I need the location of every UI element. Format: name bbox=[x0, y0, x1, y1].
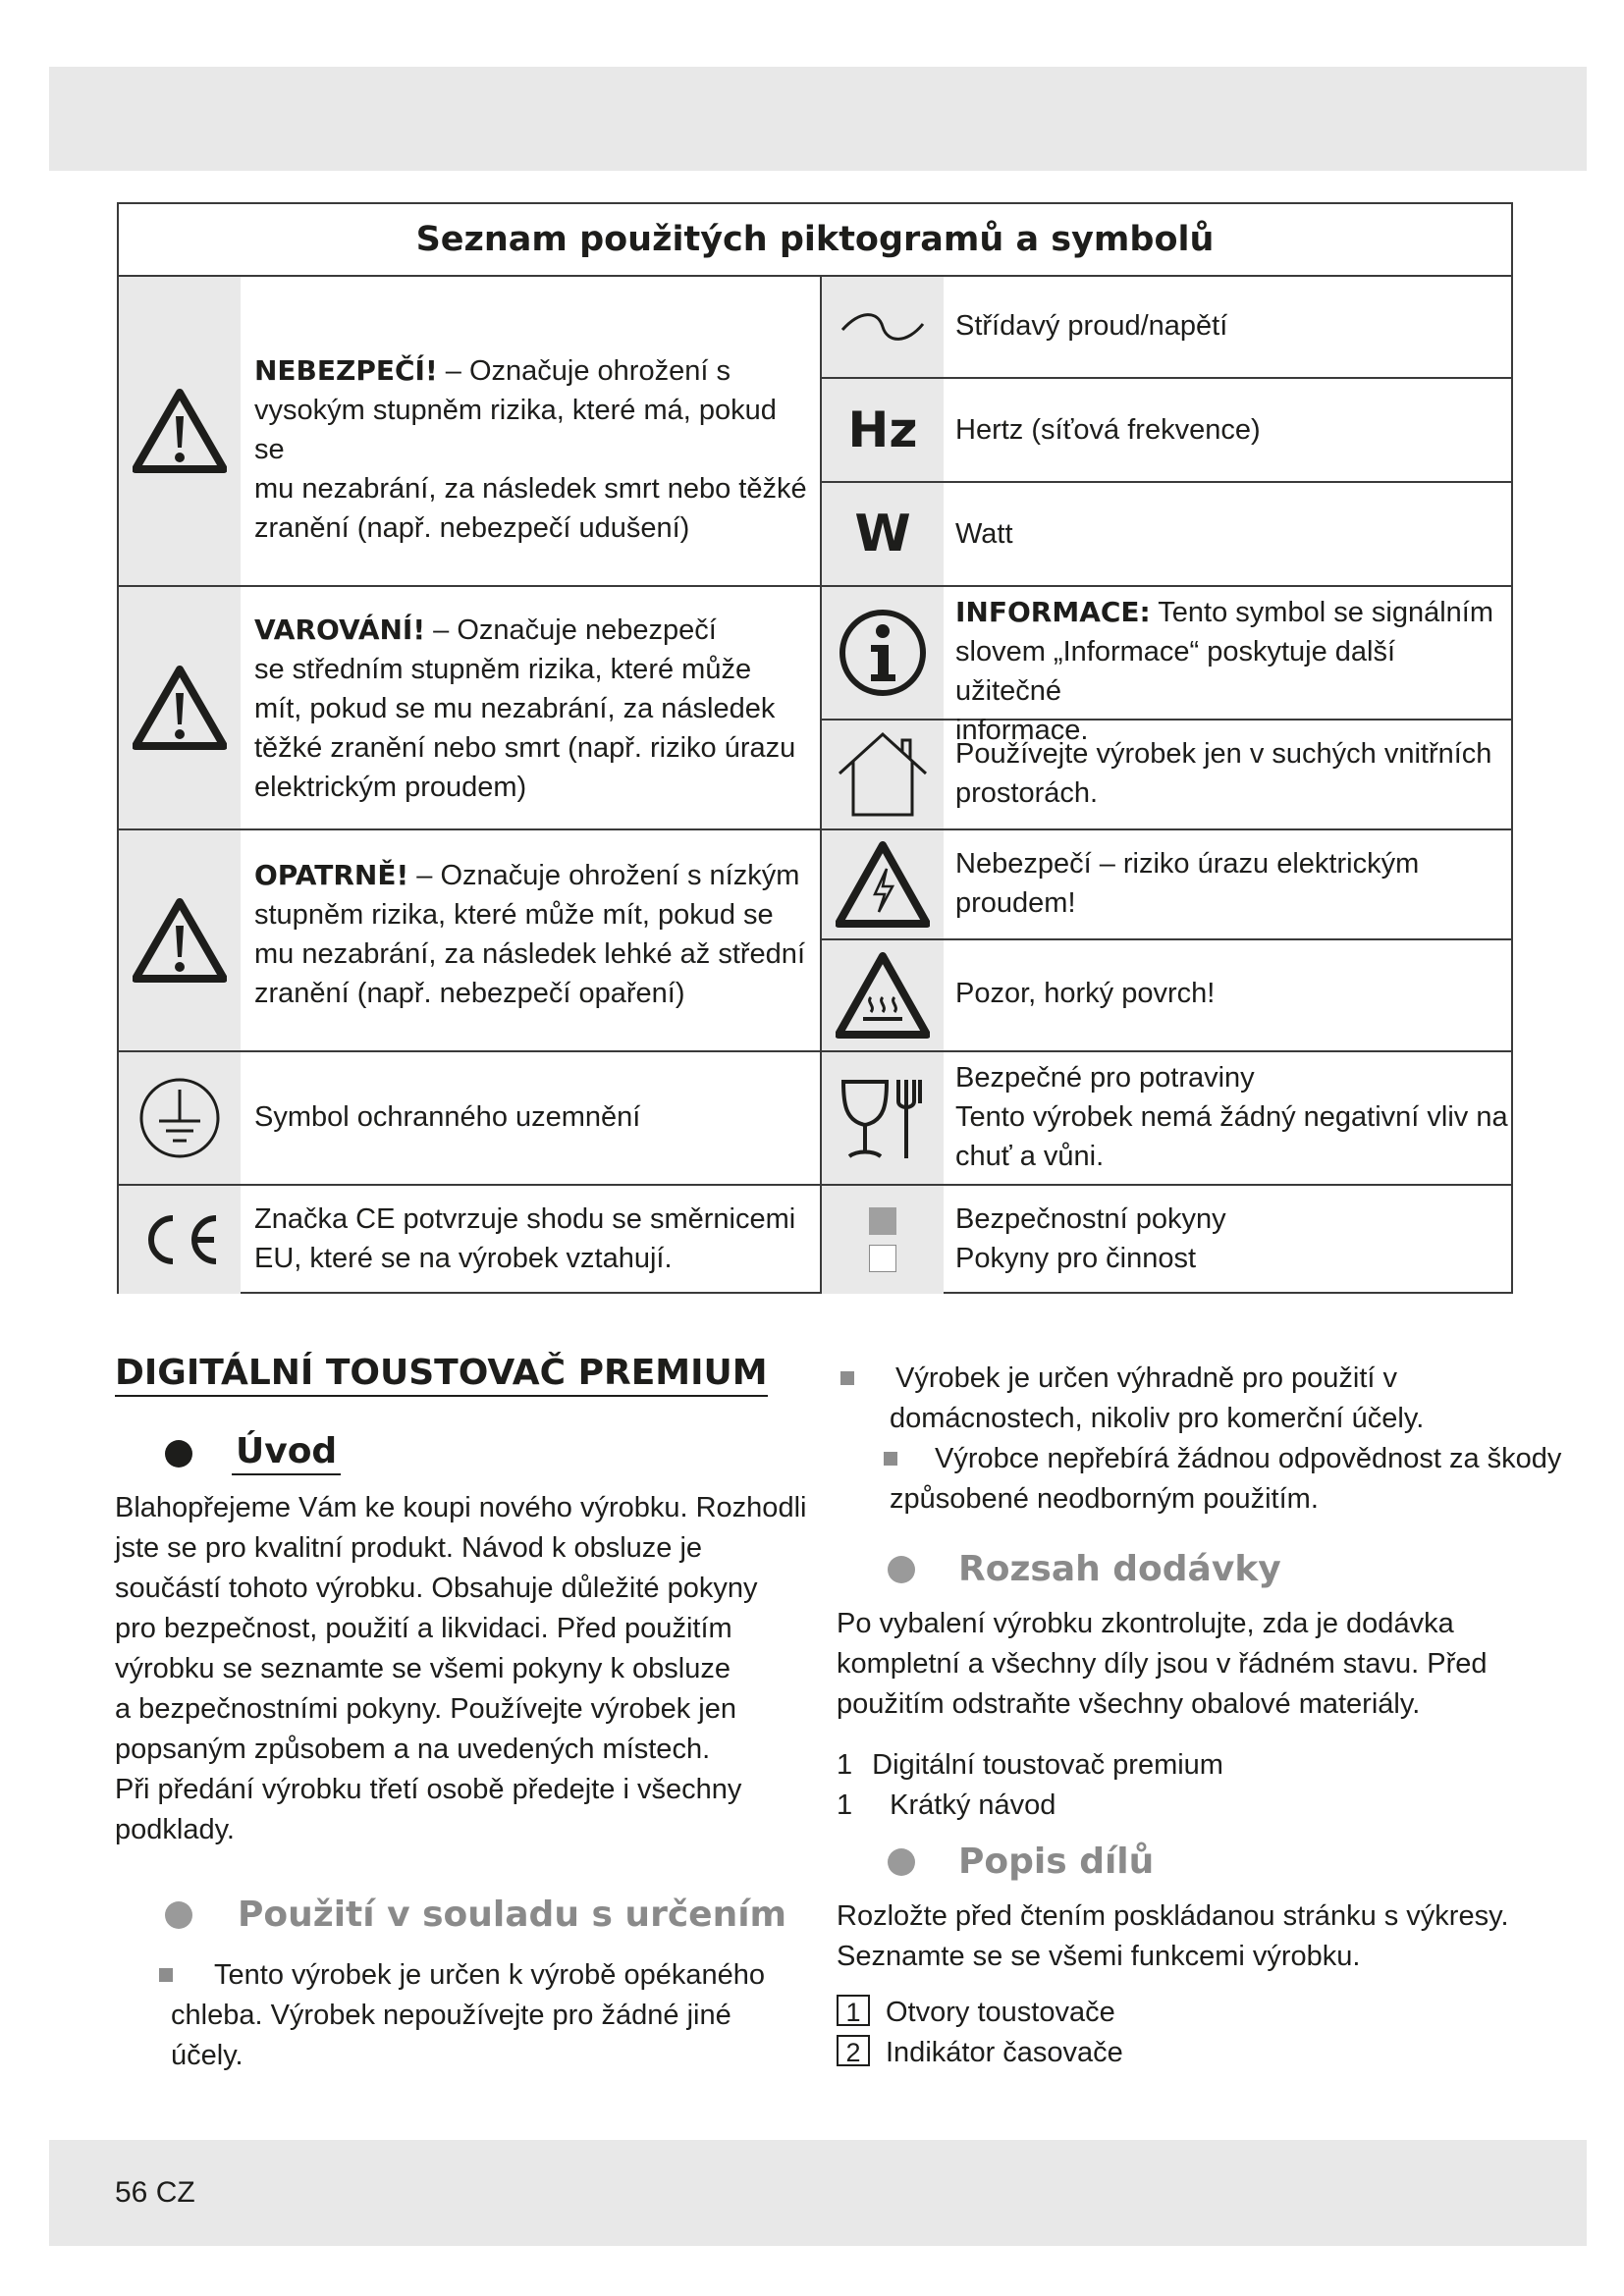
scope-list bbox=[837, 1745, 1583, 1826]
use-line: chleba. Výrobek nepoužívejte pro žádné jiné bbox=[171, 2000, 731, 2031]
food-line: Bezpečné pro potraviny bbox=[955, 1062, 1255, 1094]
warning-line: elektrickým proudem) bbox=[254, 772, 527, 803]
part-item bbox=[837, 2033, 1583, 2073]
part-number: 1 bbox=[837, 1995, 870, 2026]
electric-line: Nebezpečí – riziko úrazu elektrickým bbox=[955, 848, 1420, 880]
bullet-line bbox=[840, 1439, 1587, 1479]
bullet-dot-icon bbox=[888, 1556, 915, 1583]
scope-item bbox=[837, 1745, 1583, 1786]
hz-text: Hertz (síťová frekvence) bbox=[955, 414, 1261, 446]
ce-mark-icon bbox=[119, 1186, 241, 1294]
indoor-line: prostorách. bbox=[955, 777, 1099, 809]
intro-heading bbox=[165, 1431, 341, 1475]
scope-line: použitím odstraňte všechny obalové materiály. bbox=[837, 1688, 1421, 1720]
intro-line: podklady. bbox=[115, 1814, 235, 1845]
intro-line: Blahopřejeme Vám ke koupi nového výrobku. Rozhodli bbox=[115, 1492, 807, 1523]
warning-text bbox=[254, 611, 814, 807]
use-line: účely. bbox=[171, 2040, 244, 2071]
scope-heading bbox=[888, 1549, 1281, 1589]
scope-heading-text: Rozsah dodávky bbox=[958, 1549, 1281, 1589]
caution-line: stupněm rizika, které může mít, pokud se bbox=[254, 899, 774, 931]
scope-qty: 1 bbox=[837, 1789, 853, 1821]
parts-heading bbox=[888, 1842, 1154, 1882]
hertz-icon bbox=[822, 379, 944, 481]
danger-line: zranění (např. nebezpečí udušení) bbox=[254, 512, 690, 544]
food-text bbox=[955, 1058, 1509, 1176]
scope-qty: 1 bbox=[837, 1749, 853, 1781]
scope-line: Po vybalení výrobku zkontrolujte, zda je dodávka bbox=[837, 1608, 1454, 1639]
intro-line: a bezpečnostními pokyny. Používejte výrobek jen bbox=[115, 1693, 736, 1725]
electric-hazard-icon bbox=[822, 830, 944, 938]
info-line: informace. bbox=[955, 715, 1089, 746]
parts-list bbox=[837, 1993, 1583, 2073]
main-title: DIGITÁLNÍ TOUSTOVAČ PREMIUM bbox=[115, 1353, 768, 1397]
parts-line: Seznamte se se všemi funkcemi výrobku. bbox=[837, 1941, 1361, 1972]
notes-text bbox=[955, 1200, 1509, 1278]
parts-heading-text: Popis dílů bbox=[958, 1842, 1155, 1882]
use-line: Tento výrobek je určen k výrobě opékaného bbox=[214, 1959, 766, 1991]
header-band bbox=[49, 67, 1587, 171]
intro-line: Při předání výrobku třetí osobě předejte i všechny bbox=[115, 1774, 742, 1805]
ce-line: EU, které se na výrobek vztahují. bbox=[254, 1243, 673, 1274]
intro-line: jste se pro kvalitní produkt. Návod k obsluze je bbox=[115, 1532, 703, 1564]
scope-name: Krátký návod bbox=[890, 1789, 1056, 1821]
earth-text: Symbol ochranného uzemnění bbox=[254, 1101, 641, 1133]
square-bullet-icon bbox=[840, 1371, 854, 1385]
info-signal: INFORMACE: bbox=[955, 596, 1151, 628]
caution-line: mu nezabrání, za následek lehké až střední bbox=[254, 938, 805, 970]
warning-line: se středním stupněm rizika, které může bbox=[254, 654, 752, 685]
indoor-line: Používejte výrobek jen v suchých vnitřních bbox=[955, 738, 1492, 770]
hz-glyph: Hz bbox=[847, 401, 918, 458]
intro-line: popsaným způsobem a na uvedených místech. bbox=[115, 1734, 711, 1765]
use-heading-text: Použití v souladu s určením bbox=[238, 1895, 787, 1935]
bullet-text: Výrobek je určen výhradně pro použití v bbox=[895, 1362, 1397, 1394]
scope-paragraph bbox=[837, 1604, 1583, 1725]
page-number: 56 CZ bbox=[115, 2176, 195, 2209]
info-icon bbox=[822, 587, 944, 719]
note-squares bbox=[822, 1186, 944, 1294]
electric-line: proudem! bbox=[955, 887, 1076, 919]
danger-line: vysokým stupněm rizika, které má, pokud se bbox=[254, 395, 777, 465]
bullet-text: Výrobce nepřebírá žádnou odpovědnost za škody bbox=[935, 1443, 1562, 1474]
warning-icon bbox=[119, 587, 241, 828]
intro-line: součástí tohoto výrobku. Obsahuje důležité pokyny bbox=[115, 1573, 758, 1604]
danger-text bbox=[254, 351, 814, 548]
danger-icon bbox=[119, 277, 241, 585]
danger-line: mu nezabrání, za následek smrt nebo těžké bbox=[254, 473, 807, 505]
part-number: 2 bbox=[837, 2035, 870, 2066]
warning-line: – Označuje nebezpečí bbox=[425, 614, 717, 646]
warning-line: těžké zranění nebo smrt (např. riziko úrazu bbox=[254, 732, 796, 764]
scope-item bbox=[837, 1786, 1583, 1826]
watt-text: Watt bbox=[955, 518, 1013, 550]
use-bullet-line bbox=[157, 1955, 825, 1996]
info-text bbox=[955, 593, 1509, 750]
safety-note-label: Bezpečnostní pokyny bbox=[955, 1203, 1226, 1235]
ce-text bbox=[254, 1200, 814, 1278]
food-line: chuť a vůni. bbox=[955, 1141, 1105, 1172]
info-line: slovem „Informace“ poskytuje další užitečné bbox=[955, 636, 1396, 707]
earth-ground-icon bbox=[119, 1052, 241, 1184]
bullet-dot-icon bbox=[165, 1440, 192, 1468]
parts-line: Rozložte před čtením poskládanou stránku s výkresy. bbox=[837, 1900, 1509, 1932]
caution-line: – Označuje ohrožení s nízkým bbox=[408, 860, 800, 891]
bullet-line bbox=[840, 1359, 1587, 1399]
food-line: Tento výrobek nemá žádný negativní vliv na bbox=[955, 1101, 1508, 1133]
caution-text bbox=[254, 856, 814, 1013]
square-bullet-icon bbox=[159, 1968, 173, 1982]
action-square-icon bbox=[869, 1245, 896, 1272]
caution-signal: OPATRNĚ! bbox=[254, 859, 409, 891]
intro-line: pro bezpečnost, použití a likvidaci. Před použitím bbox=[115, 1613, 732, 1644]
warning-signal: VAROVÁNÍ! bbox=[254, 614, 426, 646]
table-title: Seznam použitých piktogramů a symbolů bbox=[119, 204, 1511, 277]
footer-band bbox=[49, 2140, 1587, 2246]
intro-paragraph bbox=[115, 1488, 822, 1850]
indoor-text bbox=[955, 734, 1509, 813]
danger-line: – Označuje ohrožení s bbox=[437, 355, 731, 387]
ac-text: Střídavý proud/napětí bbox=[955, 310, 1228, 342]
bullet-dot-icon bbox=[888, 1848, 915, 1876]
caution-line: zranění (např. nebezpečí opaření) bbox=[254, 978, 685, 1009]
ac-current-icon bbox=[822, 277, 944, 377]
part-name: Indikátor časovače bbox=[886, 2037, 1123, 2068]
bullet-text: domácnostech, nikoliv pro komerční účely. bbox=[890, 1403, 1425, 1434]
caution-icon bbox=[119, 830, 241, 1050]
symbol-table bbox=[117, 202, 1513, 1294]
food-safe-icon bbox=[822, 1052, 944, 1184]
bullet-text: způsobené neodborným použitím. bbox=[890, 1483, 1319, 1515]
scope-name: Digitální toustovač premium bbox=[872, 1749, 1223, 1781]
bullet-dot-icon bbox=[165, 1901, 192, 1929]
w-glyph: W bbox=[854, 505, 911, 563]
action-note-label: Pokyny pro činnost bbox=[955, 1243, 1197, 1274]
hot-text: Pozor, horký povrch! bbox=[955, 978, 1216, 1009]
danger-signal: NEBEZPEČÍ! bbox=[254, 354, 438, 387]
square-bullet-icon bbox=[884, 1452, 897, 1466]
right-bullets bbox=[840, 1359, 1587, 1520]
safety-square-icon bbox=[869, 1207, 896, 1235]
electric-text bbox=[955, 844, 1509, 923]
scope-line: kompletní a všechny díly jsou v řádném stavu. Před bbox=[837, 1648, 1488, 1680]
intro-heading-text: Úvod bbox=[232, 1431, 341, 1475]
info-line: Tento symbol se signálním bbox=[1150, 597, 1493, 628]
warning-line: mít, pokud se mu nezabrání, za následek bbox=[254, 693, 776, 724]
part-item bbox=[837, 1993, 1583, 2033]
part-name: Otvory toustovače bbox=[886, 1997, 1115, 2028]
use-paragraph bbox=[157, 1955, 825, 2076]
use-heading bbox=[165, 1895, 786, 1935]
parts-paragraph bbox=[837, 1896, 1583, 1977]
intro-line: výrobku se seznamte se všemi pokyny k obsluze bbox=[115, 1653, 731, 1684]
ce-line: Značka CE potvrzuje shodu se směrnicemi bbox=[254, 1203, 796, 1235]
hot-surface-icon bbox=[822, 940, 944, 1050]
watt-icon bbox=[822, 483, 944, 585]
indoor-house-icon bbox=[822, 721, 944, 828]
